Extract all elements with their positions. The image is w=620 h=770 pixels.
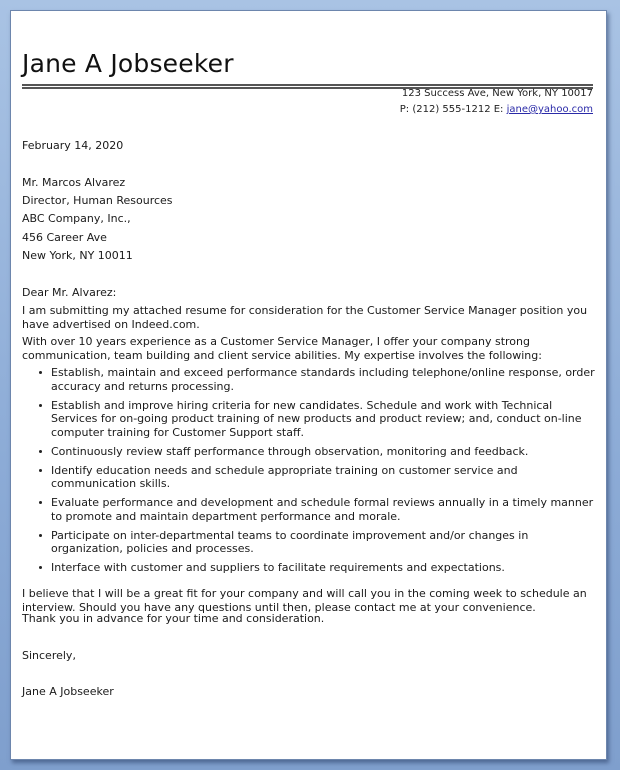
recipient-company: ABC Company, Inc., <box>22 212 131 225</box>
expertise-list <box>22 366 597 580</box>
list-item: Interface with customer and suppliers to facilitate requirements and expectations. <box>22 561 597 575</box>
list-item: Establish and improve hiring criteria for new candidates. Schedule and work with Technical Services for on-going product training of new products and product review; and, conduct on-line computer training for Customer Support staff. <box>22 399 597 440</box>
intro-paragraph: I am submitting my attached resume for consideration for the Customer Service Manager position you have advertised on Indeed.com. <box>22 304 588 331</box>
letterhead-name: Jane A Jobseeker <box>22 49 234 78</box>
salutation: Dear Mr. Alvarez: <box>22 286 117 299</box>
recipient-name: Mr. Marcos Alvarez <box>22 176 126 189</box>
email-link[interactable]: jane@yahoo.com <box>506 104 593 115</box>
letterhead-address: 123 Success Ave, New York, NY 10017 <box>401 88 593 99</box>
phone-text: P: (212) 555-1212 E: <box>399 104 507 115</box>
list-item: Establish, maintain and exceed performance standards including telephone/online response, order accuracy and returns processing. <box>22 366 597 393</box>
letter-date: February 14, 2020 <box>22 139 124 152</box>
recipient-title: Director, Human Resources <box>22 194 173 207</box>
experience-paragraph: With over 10 years experience as a Customer Service Manager, I offer your company strong communication, team building and client service abilities. My expertise involves the following: <box>22 335 542 362</box>
list-item: Continuously review staff performance through observation, monitoring and feedback. <box>22 445 597 459</box>
closing-paragraph: I believe that I will be a great fit for your company and will call you in the coming week to schedule an interview. Should you have any questions until then, please contact me at your convenience. <box>22 587 587 614</box>
letterhead-contact <box>400 104 593 115</box>
list-item: Evaluate performance and development and schedule formal reviews annually in a timely manner to promote and maintain department performance and morale. <box>22 496 597 523</box>
recipient-city: New York, NY 10011 <box>22 249 133 262</box>
signature: Jane A Jobseeker <box>22 685 114 698</box>
letter-page <box>10 10 607 760</box>
signoff: Sincerely, <box>22 649 76 662</box>
recipient-street: 456 Career Ave <box>22 231 107 244</box>
list-item: Participate on inter-departmental teams to coordinate improvement and/or changes in organization, policies and processes. <box>22 529 597 556</box>
thanks-paragraph: Thank you in advance for your time and consideration. <box>22 612 325 625</box>
list-item: Identify education needs and schedule appropriate training on customer service and communication skills. <box>22 464 597 491</box>
